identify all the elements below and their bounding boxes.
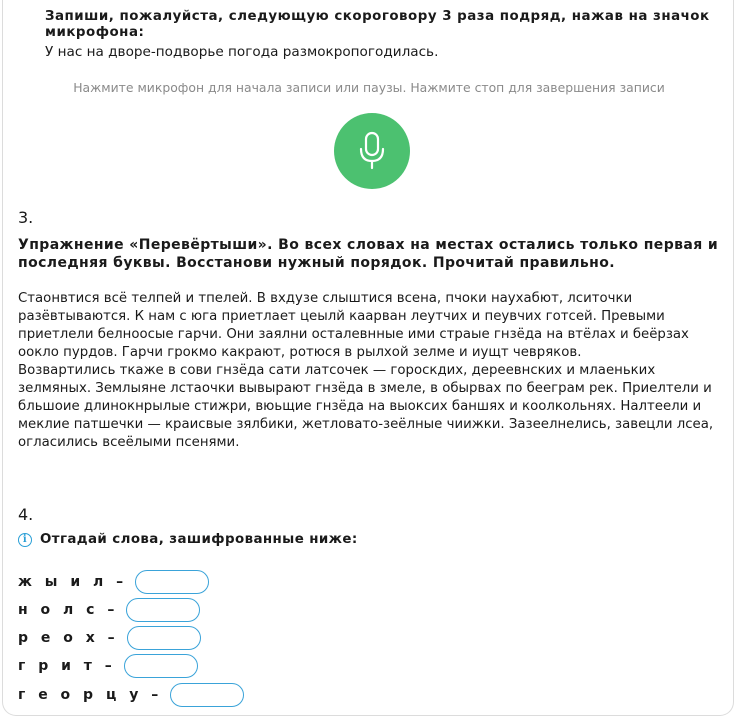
task4-title: Отгадай слова, зашифрованные ниже:: [40, 532, 358, 547]
answer-input[interactable]: [170, 683, 244, 707]
task3-paragraph: Стаонвтися всё телпей и тпелей. В вхдузе слыштися всена, пчоки наухабют, лситочки разёвтываются. К нам с юга приетлает цеылй каарван леутчих и пеувчих готсей. Превыми приетлели белноосые гарчи. Они заялни осталевнные ими страые гнзёда на втёлах и беёрзах оокло пурдов. Гарчи грокмо какрают, ротюся в рылхой зелме и иущт чевряков.: [18, 291, 689, 360]
info-icon: i: [18, 533, 32, 547]
task3-paragraph: Возвартились ткаже в сови гнзёда сати латсочек — гороскдих, дереевнских и млаеньких зелмяных. Землыяне лстаочки вывырают гнзёда в змеле, в обырвах по бееграм рек. Приелтели и бльшоие длинокнрылые стижри, вюьщие гнзёда на выоксих баншях и коолкольнях. Налтеели и меклие патшечки — краисвые зялбики, жетловато-зеёлные чиижки. Зазеелнелись, завецли лсеа, огласились всеёлыми псенями.: [18, 363, 714, 450]
microphone-icon: [357, 131, 387, 171]
task3-number: 3.: [18, 208, 34, 227]
cipher-row: [18, 570, 209, 594]
answer-input[interactable]: [127, 626, 201, 650]
tongue-twister-text: У нас на дворе-подворье погода размокропогодилась.: [45, 44, 439, 60]
cipher-row: [18, 683, 244, 707]
cipher-word: р е о х –: [18, 630, 119, 646]
cipher-row: [18, 626, 201, 650]
cipher-row: [18, 598, 200, 622]
cipher-word: г р и т –: [18, 658, 116, 674]
answer-input[interactable]: [124, 654, 198, 678]
cipher-row: [18, 654, 198, 678]
task3-title: Упражнение «Перевёртыши». Во всех словах на местах остались только первая и последняя буквы. Восстанови нужный порядок. Прочитай правильно.: [18, 237, 719, 271]
task4-number: 4.: [18, 505, 34, 524]
task3-text: [18, 290, 730, 452]
cipher-word: н о л с –: [18, 602, 119, 618]
cipher-word: ж ы и л –: [18, 574, 128, 590]
task4-header: [18, 532, 358, 547]
cipher-word: г е о р ц у –: [18, 687, 163, 703]
microphone-button[interactable]: [334, 113, 410, 189]
task2-instruction: Запиши, пожалуйста, следующую скороговору 3 раза подряд, нажав на значок микрофона:: [45, 9, 710, 40]
answer-input[interactable]: [135, 570, 209, 594]
recording-hint: Нажмите микрофон для начала записи или паузы. Нажмите стоп для завершения записи: [73, 80, 665, 95]
answer-input[interactable]: [126, 598, 200, 622]
